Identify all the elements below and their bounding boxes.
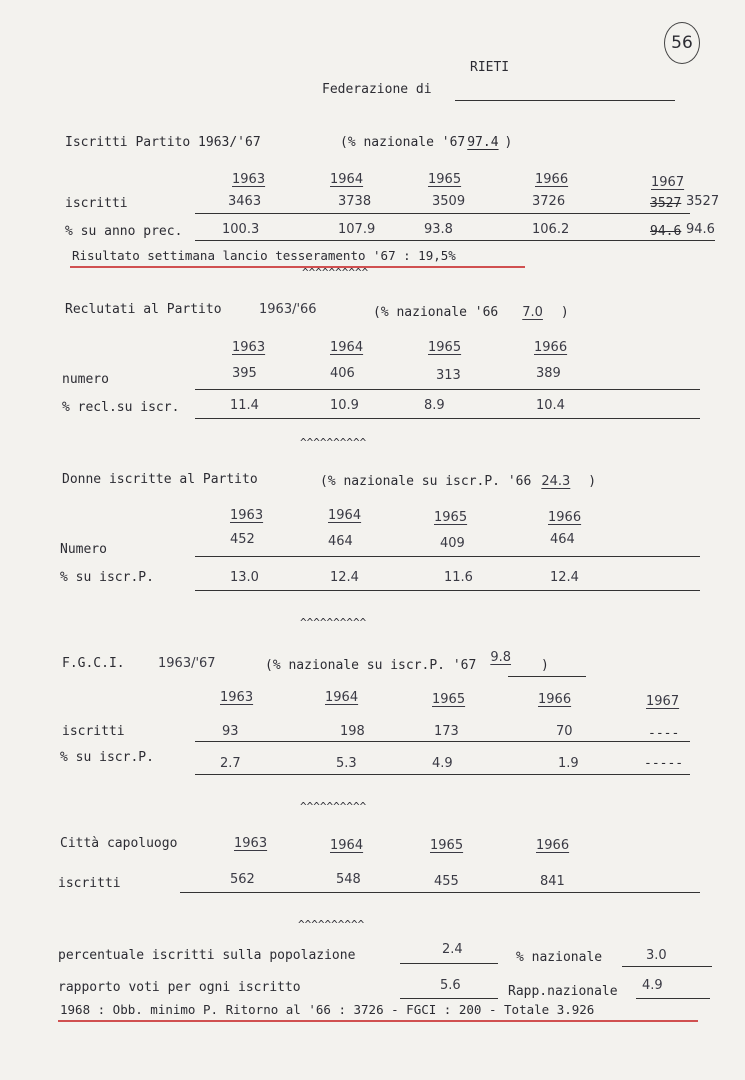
iscritti-value-1963: 3463 [228, 194, 262, 209]
reclutati-numero-1965: 313 [436, 368, 461, 383]
rapp-nazionale-label: Rapp.nazionale [508, 984, 618, 999]
iscritti-year-1967: 1967 [651, 175, 685, 190]
fgci-nazionale-underline [508, 676, 586, 677]
reclutati-perc-1965: 8.9 [424, 398, 445, 413]
iscritti-row-rule [195, 213, 690, 214]
reclutati-perc-1966: 10.4 [536, 398, 565, 413]
reclutati-perc-rule [195, 418, 700, 419]
citta-year-1963: 1963 [234, 836, 268, 851]
iscritti-perc-1965: 93.8 [424, 222, 453, 237]
fgci-perc-rule [195, 774, 690, 775]
iscritti-year-1964: 1964 [330, 172, 364, 187]
reclutati-year-1966: 1966 [534, 340, 568, 355]
iscritti-value-1964: 3738 [338, 194, 372, 209]
iscritti-value-1967: 3527 [686, 194, 720, 209]
page-number: 56 [664, 22, 700, 64]
reclutati-year-1965: 1965 [428, 340, 462, 355]
donne-nazionale: (% nazionale su iscr.P. '66 24.3 ) [320, 474, 597, 489]
separator-5: ^^^^^^^^^^ [298, 918, 365, 931]
fgci-perc-1965: 4.9 [432, 756, 453, 771]
fgci-year-1963: 1963 [220, 690, 254, 705]
citta-iscritti-label: iscritti [58, 876, 121, 891]
iscritti-perc-label: % su anno prec. [65, 224, 183, 239]
reclutati-numero-rule [195, 389, 700, 390]
iscritti-perc-1964: 107.9 [338, 222, 376, 237]
fgci-iscritti-1967: ---- [648, 726, 680, 741]
fgci-year-1965: 1965 [432, 692, 466, 707]
rapp-nazionale-value: 4.9 [642, 978, 663, 993]
fgci-nazionale: (% nazionale su iscr.P. '679.8) [265, 650, 549, 673]
citta-iscritti-1964: 548 [336, 872, 361, 887]
donne-numero-rule [195, 556, 700, 557]
donne-title: Donne iscritte al Partito [62, 472, 258, 487]
iscritti-perc-rule [195, 240, 715, 241]
donne-perc-1966: 12.4 [550, 570, 579, 585]
donne-perc-1963: 13.0 [230, 570, 259, 585]
fgci-iscritti-rule [195, 741, 690, 742]
reclutati-year-1964: 1964 [330, 340, 364, 355]
separator-4: ^^^^^^^^^^ [300, 800, 367, 813]
donne-perc-1965: 11.6 [444, 570, 473, 585]
citta-iscritti-rule [180, 892, 700, 893]
iscritti-perc-1966: 106.2 [532, 222, 570, 237]
iscritti-value-1966: 3726 [532, 194, 566, 209]
citta-year-1964: 1964 [330, 838, 364, 853]
iscritti-title: Iscritti Partito 1963/'67 [65, 135, 261, 150]
perc-popolazione-label: percentuale iscritti sulla popolazione [58, 948, 356, 963]
donne-perc-label: % su iscr.P. [60, 570, 154, 585]
fgci-period: 1963/'67 [158, 656, 216, 671]
iscritti-perc-1967-struck: 94.6 [650, 224, 682, 239]
citta-title: Città capoluogo [60, 836, 178, 851]
fgci-perc-label: % su iscr.P. [60, 750, 154, 765]
citta-iscritti-1966: 841 [540, 874, 565, 889]
iscritti-perc-1967: 94.6 [686, 222, 715, 237]
iscritti-row-label: iscritti [65, 196, 128, 211]
donne-numero-1966: 464 [550, 532, 575, 547]
reclutati-perc-label: % recl.su iscr. [62, 400, 180, 415]
iscritti-perc-1963: 100.3 [222, 222, 260, 237]
fgci-perc-1967: ----- [644, 756, 684, 771]
perc-popolazione-underline [400, 963, 498, 964]
federation-name: RIETI [470, 60, 510, 75]
donne-numero-label: Numero [60, 542, 107, 557]
separator-3: ^^^^^^^^^^ [300, 616, 367, 629]
reclutati-period: 1963/'66 [259, 302, 317, 317]
risultato-settimana: Risultato settimana lancio tesseramento '67 : 19,5% [72, 248, 456, 263]
separator-1: ^^^^^^^^^^ [302, 266, 369, 279]
iscritti-year-1965: 1965 [428, 172, 462, 187]
reclutati-year-1963: 1963 [232, 340, 266, 355]
fgci-title: F.G.C.I. [62, 656, 125, 671]
note-red-underline [58, 1020, 698, 1022]
iscritti-value-1965: 3509 [432, 194, 466, 209]
donne-year-1965: 1965 [434, 510, 468, 525]
perc-nazionale-label: % nazionale [516, 950, 603, 965]
fgci-year-1966: 1966 [538, 692, 572, 707]
donne-year-1963: 1963 [230, 508, 264, 523]
reclutati-numero-label: numero [62, 372, 109, 387]
iscritti-nazionale: (% nazionale '67 97.4 ) [340, 135, 513, 150]
federation-underline [455, 100, 675, 101]
reclutati-numero-1966: 389 [536, 366, 561, 381]
rapporto-voti-label: rapporto voti per ogni iscritto [58, 980, 301, 995]
reclutati-numero-1963: 395 [232, 366, 257, 381]
donne-perc-rule [195, 590, 700, 591]
fgci-iscritti-1964: 198 [340, 724, 365, 739]
citta-year-1965: 1965 [430, 838, 464, 853]
rapp-nazionale-underline [636, 998, 710, 999]
reclutati-nazionale: (% nazionale '66 7.0 ) [373, 305, 569, 320]
separator-2: ^^^^^^^^^^ [300, 436, 367, 449]
perc-popolazione-value: 2.4 [442, 942, 463, 957]
rapporto-voti-value: 5.6 [440, 978, 461, 993]
donne-numero-1963: 452 [230, 532, 255, 547]
reclutati-perc-1964: 10.9 [330, 398, 359, 413]
donne-perc-1964: 12.4 [330, 570, 359, 585]
rapporto-voti-underline [400, 998, 498, 999]
perc-nazionale-value: 3.0 [646, 948, 667, 963]
perc-nazionale-underline [622, 966, 712, 967]
citta-year-1966: 1966 [536, 838, 570, 853]
reclutati-numero-1964: 406 [330, 366, 355, 381]
donne-year-1964: 1964 [328, 508, 362, 523]
iscritti-value-1967-struck: 3527 [650, 196, 682, 211]
fgci-iscritti-label: iscritti [62, 724, 125, 739]
fgci-iscritti-1966: 70 [556, 724, 573, 739]
fgci-perc-1963: 2.7 [220, 756, 241, 771]
iscritti-year-1963: 1963 [232, 172, 266, 187]
donne-year-1966: 1966 [548, 510, 582, 525]
iscritti-year-1966: 1966 [535, 172, 569, 187]
fgci-year-1964: 1964 [325, 690, 359, 705]
obbiettivo-1968-note: 1968 : Obb. minimo P. Ritorno al '66 : 3726 - FGCI : 200 - Totale 3.926 [60, 1002, 595, 1017]
fgci-nazionale-value: 9.8 [490, 650, 512, 665]
citta-iscritti-1965: 455 [434, 874, 459, 889]
donne-numero-1964: 464 [328, 534, 353, 549]
fgci-perc-1966: 1.9 [558, 756, 579, 771]
reclutati-title: Reclutati al Partito [65, 302, 222, 317]
donne-nazionale-value: 24.3 [541, 474, 571, 489]
fgci-iscritti-1965: 173 [434, 724, 459, 739]
reclutati-perc-1963: 11.4 [230, 398, 259, 413]
donne-numero-1965: 409 [440, 536, 465, 551]
federation-label: Federazione di [322, 82, 432, 97]
reclutati-nazionale-value: 7.0 [522, 305, 543, 320]
fgci-year-1967: 1967 [646, 694, 680, 709]
risultato-red-underline [70, 266, 525, 268]
fgci-perc-1964: 5.3 [336, 756, 357, 771]
citta-iscritti-1963: 562 [230, 872, 255, 887]
fgci-iscritti-1963: 93 [222, 724, 239, 739]
iscritti-nazionale-value: 97.4 [467, 135, 499, 150]
